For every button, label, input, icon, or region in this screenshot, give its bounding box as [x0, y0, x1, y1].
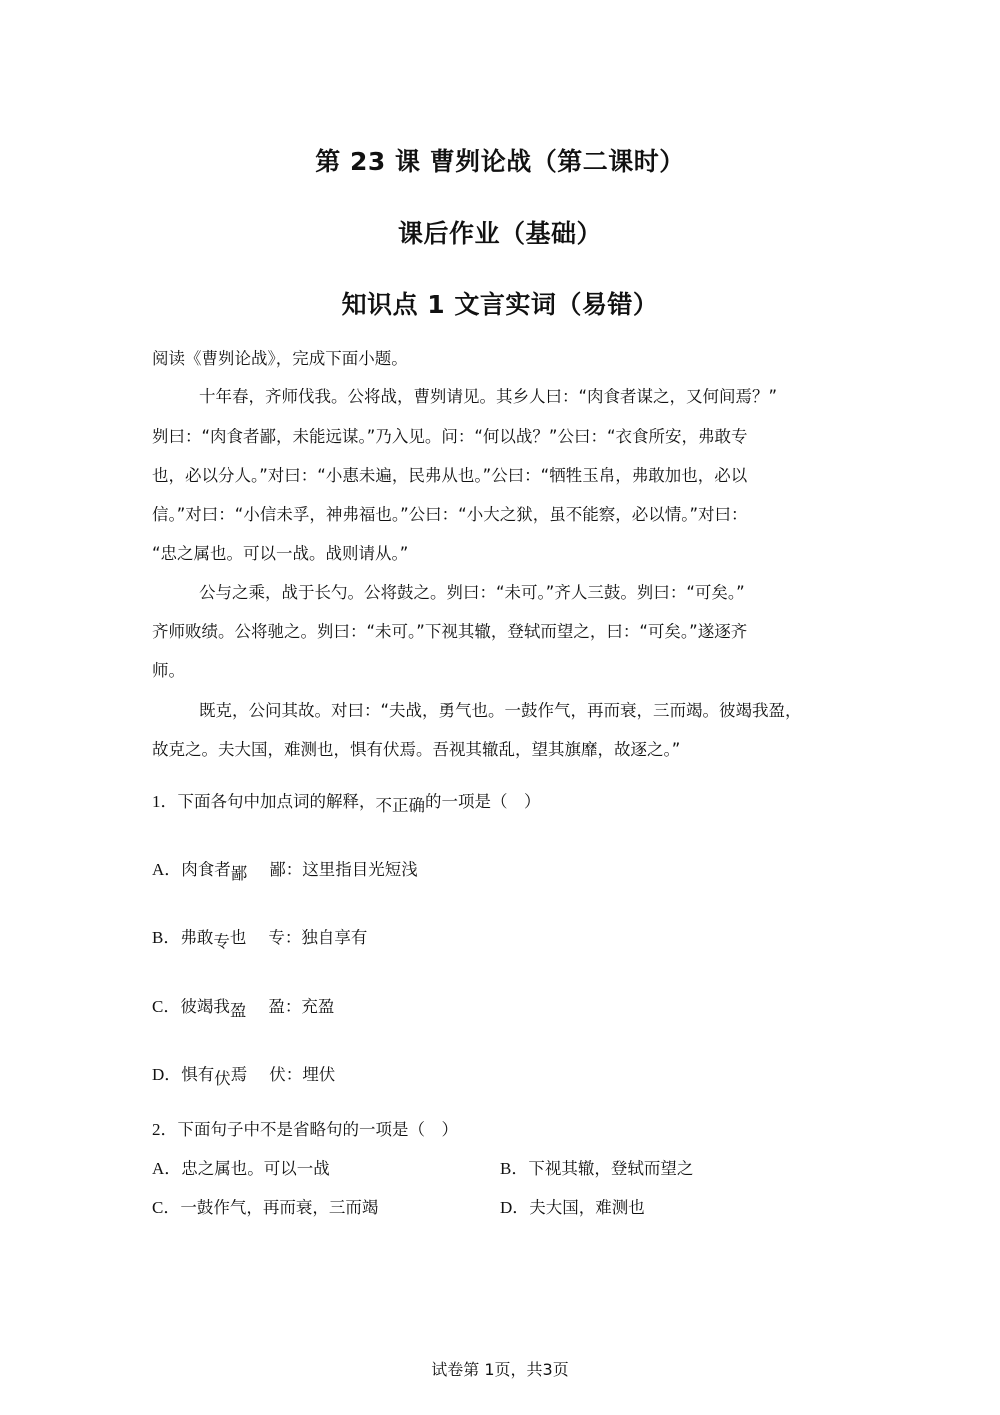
- dotted-word: 盈: [229, 1001, 247, 1020]
- passage-line: 信。”对曰：“小信未孚，神弗福也。”公曰：“小大之狱，虽不能察，必以情。”对曰：: [152, 505, 748, 524]
- question-2-option-c[interactable]: [152, 1197, 378, 1219]
- option-text: 惧有: [181, 1065, 215, 1084]
- question-1-stem: [152, 791, 541, 813]
- question-1-option-a[interactable]: [152, 859, 418, 881]
- question-2-option-b[interactable]: [500, 1158, 693, 1180]
- question-1-option-b[interactable]: [152, 927, 367, 949]
- page-subtitle: 课后作业（基础）: [397, 219, 602, 248]
- option-text: 也: [229, 928, 247, 947]
- emphasis-text: 不正确: [375, 796, 425, 815]
- question-text: 下面各句中加点词的解释，: [177, 792, 376, 811]
- option-text: 焉: [230, 1065, 248, 1084]
- option-letter: A．: [152, 1159, 182, 1178]
- option-note: 伏：埋伏: [269, 1065, 336, 1084]
- option-letter: C．: [152, 1198, 181, 1217]
- question-2-option-a[interactable]: [152, 1158, 330, 1180]
- question-number: 1．: [152, 792, 178, 811]
- question-text: 下面句子中不是省略句的一项是（ ）: [177, 1120, 458, 1139]
- option-note: 鄙：这里指目光短浅: [269, 860, 418, 879]
- passage-line: 刿曰：“肉食者鄙，未能远谋。”乃入见。问：“何以战？”公曰：“衣食所安，弗敢专: [152, 427, 748, 446]
- passage-line: “忠之属也。可以一战。战则请从。”: [152, 544, 409, 563]
- page-title: 第 23 课 曹刿论战（第二课时）: [315, 147, 685, 176]
- passage-line: 师。: [152, 661, 185, 680]
- passage-line: 十年春，齐师伐我。公将战，曹刿请见。其乡人曰：“肉食者谋之，又何间焉？”: [199, 387, 778, 406]
- option-text: 弗敢: [180, 928, 214, 947]
- question-1-option-c[interactable]: [152, 996, 334, 1018]
- question-text: 的一项是（ ）: [425, 792, 541, 811]
- question-1-option-d[interactable]: [152, 1064, 335, 1086]
- passage-line: 齐师败绩。公将驰之。刿曰：“未可。”下视其辙，登轼而望之，曰：“可矣。”遂逐齐: [152, 622, 748, 641]
- option-letter: D．: [152, 1065, 182, 1084]
- dotted-word: 鄙: [230, 864, 248, 883]
- question-number: 2．: [152, 1120, 178, 1139]
- section-heading: 知识点 1 文言实词（易错）: [341, 290, 659, 319]
- dotted-word: 伏: [214, 1069, 231, 1088]
- option-letter: B．: [152, 928, 181, 947]
- option-text: 彼竭我: [180, 997, 230, 1016]
- dotted-word: 专: [213, 932, 230, 951]
- option-letter: A．: [152, 860, 182, 879]
- passage-intro: 阅读《曹刿论战》，完成下面小题。: [152, 349, 408, 368]
- option-letter: D．: [500, 1198, 530, 1217]
- question-2-option-d[interactable]: [500, 1197, 645, 1219]
- option-text: 下视其辙，登轼而望之: [528, 1159, 694, 1178]
- passage-line: 既克，公问其故。对曰：“夫战，勇气也。一鼓作气，再而衰，三而竭。彼竭我盈，: [199, 701, 802, 720]
- question-2-stem: [152, 1119, 458, 1141]
- passage-line: 故克之。夫大国，难测也，惧有伏焉。吾视其辙乱，望其旗靡，故逐之。”: [152, 740, 681, 759]
- passage-line: 公与之乘，战于长勺。公将鼓之。刿曰：“未可。”齐人三鼓。刿曰：“可矣。”: [199, 583, 745, 602]
- option-text: 忠之属也。可以一战: [181, 1159, 330, 1178]
- option-text: 肉食者: [181, 860, 231, 879]
- option-text: 夫大国，难测也: [529, 1198, 645, 1217]
- option-note: 盈：充盈: [268, 997, 335, 1016]
- option-note: 专：独自享有: [268, 928, 368, 947]
- option-letter: B．: [500, 1159, 529, 1178]
- passage-line: 也，必以分人。”对曰：“小惠未遍，民弗从也。”公曰：“牺牲玉帛，弗敢加也，必以: [152, 466, 748, 485]
- option-text: 一鼓作气，再而衰，三而竭: [180, 1198, 379, 1217]
- page-footer: 试卷第 1页，共3页: [431, 1360, 569, 1379]
- option-letter: C．: [152, 997, 181, 1016]
